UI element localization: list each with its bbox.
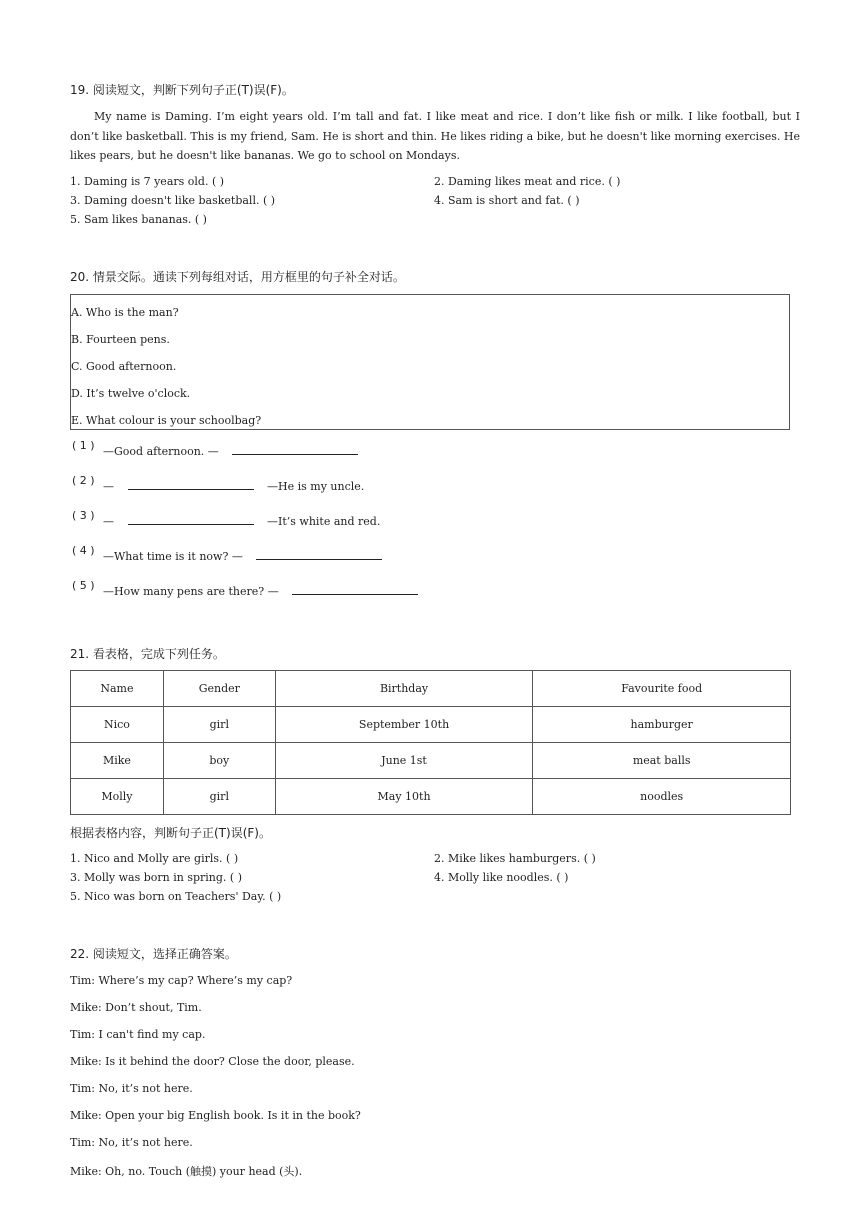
q22-line-2: Mike: Don’t shout, Tim. (70, 1001, 202, 1014)
table-cell: Mike (71, 743, 164, 779)
q19-item-1: 1. Daming is 7 years old. ( ) (70, 175, 225, 188)
q20-dialog-5-before: —How many pens are there? — (103, 585, 279, 598)
q20-dialog-number: ( 2 ) (72, 474, 95, 487)
q20-dialog-4-blank[interactable] (256, 547, 382, 560)
table-header-cell: Birthday (275, 671, 533, 707)
table-cell: May 10th (275, 779, 533, 815)
table-header-cell: Gender (163, 671, 275, 707)
q19-passage-text: My name is Daming. I’m eight years old. I’m tall and fat. I like meat and rice. I don’t like fish or milk. I like football, but I don’t like basketball. This is my friend, Sam. He is short and thin. He likes riding a bike, but he doesn't like morning exercises. He likes pears, but he doesn't like bananas. We go to school on Mondays. (70, 110, 800, 162)
table-row (71, 743, 791, 779)
table-cell: hamburger (533, 707, 791, 743)
q19-item-3: 3. Daming doesn't like basketball. ( ) (70, 194, 276, 207)
q19-item-2: 2. Daming likes meat and rice. ( ) (434, 175, 621, 188)
table-header-row (71, 671, 791, 707)
q21-item-1: 1. Nico and Molly are girls. ( ) (70, 852, 239, 865)
q20-dialog-1-blank[interactable] (232, 442, 358, 455)
table-cell: girl (163, 707, 275, 743)
q21-instruction: 根据表格内容，判断句子正(T)误(F)。 (70, 826, 271, 840)
q22-line-4: Mike: Is it behind the door? Close the door, please. (70, 1055, 355, 1068)
q20-option-c: C. Good afternoon. (71, 360, 177, 373)
q20-dialog-3-before: — (103, 515, 114, 528)
q21-table (70, 670, 791, 815)
q20-dialog-number: ( 4 ) (72, 544, 95, 557)
q22-line-3: Tim: I can't find my cap. (70, 1028, 206, 1041)
q21-item-2: 2. Mike likes hamburgers. ( ) (434, 852, 596, 865)
q20-dialog-2 (72, 471, 95, 489)
table-cell: Nico (71, 707, 164, 743)
q20-option-b: B. Fourteen pens. (71, 333, 170, 346)
q20-title: 20. 情景交际。通读下列每组对话，用方框里的句子补全对话。 (70, 270, 405, 284)
table-cell: girl (163, 779, 275, 815)
q19-item-5: 5. Sam likes bananas. ( ) (70, 213, 207, 226)
table-cell: June 1st (275, 743, 533, 779)
q20-option-d: D. It’s twelve o'clock. (71, 387, 191, 400)
q20-dialog-2-text (103, 477, 364, 493)
q20-dialog-4 (72, 541, 95, 559)
table-row (71, 707, 791, 743)
q22-line-5: Tim: No, it’s not here. (70, 1082, 193, 1095)
table-row (71, 779, 791, 815)
q19-item-4: 4. Sam is short and fat. ( ) (434, 194, 580, 207)
q20-dialog-5 (72, 576, 95, 594)
q20-dialog-2-before: — (103, 480, 114, 493)
q22-line-8: Mike: Oh, no. Touch (触摸) your head (头). (70, 1165, 303, 1178)
q20-dialog-number: ( 5 ) (72, 579, 95, 592)
q20-option-e: E. What colour is your schoolbag? (71, 414, 262, 427)
q20-dialog-4-text (103, 547, 382, 563)
q20-dialog-3 (72, 506, 95, 524)
table-cell: Molly (71, 779, 164, 815)
q19-passage (70, 107, 800, 166)
table-header-cell: Name (71, 671, 164, 707)
table-cell: boy (163, 743, 275, 779)
q20-dialog-2-after: —He is my uncle. (267, 480, 365, 493)
table-header-cell: Favourite food (533, 671, 791, 707)
q22-line-6: Mike: Open your big English book. Is it in the book? (70, 1109, 361, 1122)
q22-title: 22. 阅读短文，选择正确答案。 (70, 947, 237, 961)
q20-options-box (70, 294, 790, 430)
q20-dialog-4-before: —What time is it now? — (103, 550, 243, 563)
q20-dialog-number: ( 3 ) (72, 509, 95, 522)
table-cell: noodles (533, 779, 791, 815)
q20-dialog-3-blank[interactable] (128, 512, 254, 525)
q21-item-4: 4. Molly like noodles. ( ) (434, 871, 569, 884)
q20-dialog-2-blank[interactable] (128, 477, 254, 490)
q20-dialog-1-text (103, 442, 358, 458)
q20-dialog-1-before: —Good afternoon. — (103, 445, 219, 458)
q20-dialog-5-text (103, 582, 418, 598)
table-cell: September 10th (275, 707, 533, 743)
q22-line-1: Tim: Where’s my cap? Where’s my cap? (70, 974, 293, 987)
q20-dialog-3-text (103, 512, 380, 528)
table-cell: meat balls (533, 743, 791, 779)
q20-dialog-number: ( 1 ) (72, 439, 95, 452)
q21-item-3: 3. Molly was born in spring. ( ) (70, 871, 243, 884)
q21-title: 21. 看表格，完成下列任务。 (70, 647, 225, 661)
q22-line-7: Tim: No, it’s not here. (70, 1136, 193, 1149)
q20-dialog-5-blank[interactable] (292, 582, 418, 595)
q19-title: 19. 阅读短文，判断下列句子正(T)误(F)。 (70, 83, 294, 97)
q21-item-5: 5. Nico was born on Teachers' Day. ( ) (70, 890, 282, 903)
q20-option-a: A. Who is the man? (71, 306, 179, 319)
q20-dialog-3-after: —It’s white and red. (267, 515, 381, 528)
q20-dialog-1 (72, 436, 95, 454)
